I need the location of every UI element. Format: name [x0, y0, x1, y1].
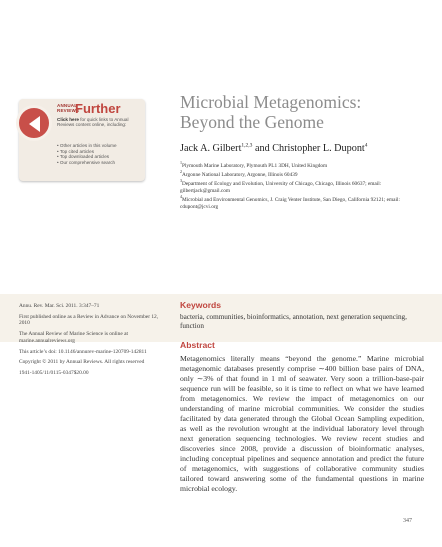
further-description [57, 117, 143, 128]
article-title [180, 92, 420, 132]
doi: This article’s doi: 10.1146/annurev-marine-120709-142811 [19, 348, 147, 355]
article-title-line-2: Beyond the Genome [180, 112, 324, 132]
affiliation-number: 1 [180, 160, 182, 166]
article-metadata [19, 303, 159, 381]
affiliation [180, 194, 420, 210]
further-description-text: for quick links to Annual Reviews content online, including: [57, 117, 129, 128]
logo-reviews: REVIEWS [57, 107, 80, 113]
further-panel[interactable] [19, 99, 145, 181]
logo-annual: ANNUAL [57, 103, 78, 108]
further-links [57, 143, 143, 165]
keywords-heading: Keywords [180, 300, 222, 310]
authors [180, 143, 430, 154]
affiliation [180, 178, 420, 194]
affiliations [180, 160, 420, 213]
author-2-affil: 4 [364, 142, 368, 149]
first-published: First published online as a Review in Advance on November 12, 2010 [19, 313, 159, 327]
further-link-search[interactable]: • Our comprehensive search [57, 160, 143, 166]
affiliation-number: 3 [180, 178, 182, 184]
affiliation-text: Department of Ecology and Evolution, University of Chicago, Chicago, Illinois 60637; email: gilbertjack@gmail.com [180, 181, 382, 194]
affiliation [180, 160, 420, 170]
abstract-heading: Abstract [180, 340, 215, 350]
affiliation-number: 4 [180, 194, 182, 200]
copyright: Copyright © 2011 by Annual Reviews. All rights reserved [19, 359, 145, 366]
further-title: Further [75, 101, 121, 116]
further-link-other-articles[interactable]: • Other articles in this volume [57, 143, 143, 149]
affiliation-text: Plymouth Marine Laboratory, Plymouth PL1 3DH, United Kingdom [182, 163, 328, 169]
back-arrow-icon[interactable] [16, 105, 52, 141]
affiliation-text: Argonne National Laboratory, Argonne, Illinois 60439 [182, 172, 298, 179]
author-2: and Christopher L. Dupont [252, 143, 365, 154]
author-1: Jack A. Gilbert [180, 143, 242, 154]
click-here-link[interactable]: Click here [57, 117, 79, 122]
author-1-affil: 1,2,3 [241, 142, 253, 149]
page-number: 347 [403, 518, 412, 524]
keywords-text: bacteria, communities, bioinformatics, annotation, next generation sequencing, function [180, 313, 407, 330]
affiliation-text: Microbial and Environmental Genomics, J. Craig Venter Institute, San Diego, California 92121; email: cdupont@jcvi.org [180, 197, 400, 210]
article-title-line-1: Microbial Metagenomics: [180, 92, 362, 112]
journal-online: The Annual Review of Marine Science is online at marine.annualreviews.org [19, 331, 128, 344]
further-link-top-cited[interactable]: • Top cited articles [57, 149, 143, 155]
affiliation-number: 2 [180, 169, 182, 175]
affiliation [180, 169, 420, 179]
issn: 1941-1405/11/0115-0347$20.00 [19, 370, 89, 377]
abstract-text: Metagenomics literally means “beyond the genome.” Marine microbial metagenomic databases presently comprise ∼400 billion base pairs of DNA, only ∼3% of that found in 1 ml of seawater. Very soon a trillion-base-pair sequence run will be feasible, so it is time to reflect on what we have learned from metagenomics. We review the impact of metagenomics on our understanding of marine microbial communities. We consider the studies facilitated by data generated through the Global Ocean Sampling expedition, as well as the revolution wrought at the individual laboratory level through next generation sequencing technologies. We review recent studies and discoveries since 2008, provide a discussion of bioinformatic analyses, including conceptual pipelines and sequence annotation and predict the future of metagenomics, with suggestions of collaborative community studies tailored toward answering some of the fundamental questions in marine microbial ecology. [180, 354, 424, 493]
citation: Annu. Rev. Mar. Sci. 2011. 3:347–71 [19, 303, 100, 309]
further-link-top-downloaded[interactable]: • Top downloaded articles [57, 154, 143, 160]
